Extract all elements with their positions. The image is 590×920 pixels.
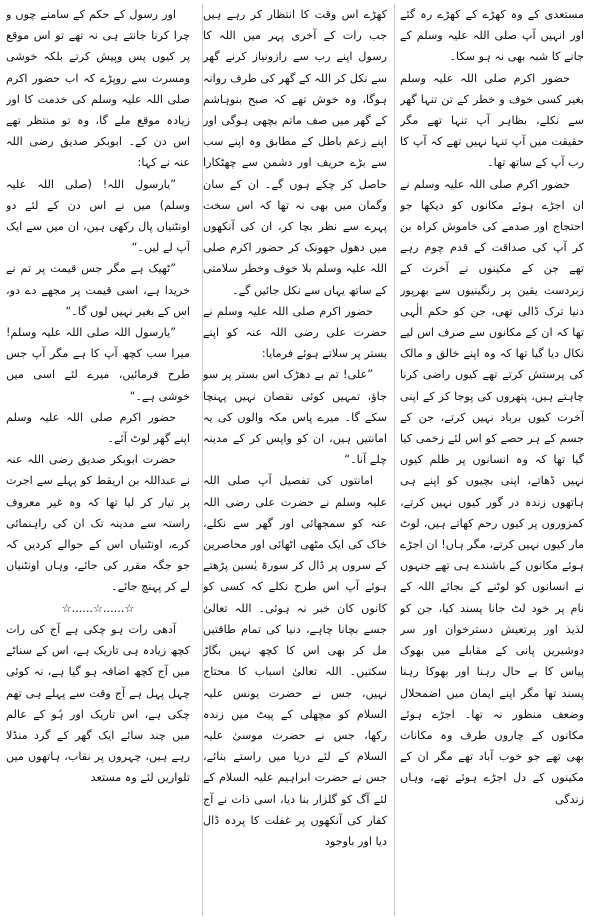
paragraph: حضور اکرم صلی اللہ علیہ وسلم اپنے گھر لوٹ آئے۔ [6, 410, 190, 446]
paragraph: امانتوں کی تفصیل آپ صلی اللہ علیہ وسلم نے حضرت علی رضی اللہ عنہ کو سمجھائی اور گھر سے نکلے، خاک کی ایک مٹھی اٹھائی اور محاصرین کے سروں پر ڈال کر سورۃ یٰسین پڑھتے ہوئے آپ اس طرح نکلے کہ کسی کو کانوں کان خبر نہ ہوئی۔ اللہ تعالیٰ جسے بچانا چاہے، دنیا کی تمام طاقتیں مل کر بھی اس کا کچھ نہیں بگاڑ سکتیں۔ اللہ تعالیٰ اسباب کا محتاج نہیں، جس نے حضرت یونس علیہ السلام کو مچھلی کے پیٹ میں زندہ رکھا، جس نے حضرت موسیٰ علیہ السلام کے لئے دریا میں راستے بنائے، جس نے حضرت ابراہیم علیہ السلام کے لئے آگ کو گلزار بنا دیا، اسی ذات نے آج کفار کی آنکھوں پر غفلت کا پردہ ڈال دیا اور باوجود [203, 474, 387, 848]
paragraph: ”یارسول اللہ صلی اللہ علیہ وسلم! میرا سب کچھ آپ کا ہے مگر آپ جس طرح فرمائیں، میرے لئے اسی میں خوشی ہے۔“ [6, 326, 190, 403]
paragraph: حضرت ابوبکر صدیق رضی اللہ عنہ نے عبداللہ بن اریقط کو پہلے سے اجرت پر تیار کر لیا تھا کہ وہ غیر معروف راستہ سے مدینہ تک ان کی راہنمائی کرے، اونٹنیاں اس کے حوالے کردیں کہ جو جگہ مقرر کی جائے، وہاں اونٹنیاں لے کر پہنچ جائے۔ [6, 453, 190, 594]
paragraph: اور رسول کے حکم کے سامنے چوں و چرا کرنا جانتے ہی نہ تھے تو اس موقع پر کیوں پس وپیش کرتے بلکہ خوشی ومسرت سے روپڑے کہ اب حضور اکرم صلی اللہ علیہ وسلم کی خدمت کا اور زیادہ موقع ملے گا، وہ تو منتظر تھے اس دن کے۔ ابوبکر صدیق رضی اللہ عنہ نے کہا: [6, 8, 190, 170]
urdu-book-page [6, 4, 584, 916]
paragraph: کھڑے اس وقت کا انتظار کر رہے ہیں جب رات کے آخری پہر میں اللہ کا رسول اپنے رب سے رازونیاز کرنے گھر سے نکل کر اللہ کے گھر کی طرف روانہ ہوگا، وہ خوش تھے کہ صبح بنوہاشم کے گھر میں صف ماتم بچھی ہوگی اور اپنے زعم باطل کے مطابق وہ اپنے سب سے بڑے حریف اور دشمن سے چھٹکارا حاصل کر چکے ہوں گے۔ ان کے سان وگمان میں بھی نہ تھا کہ اس سخت پہرے سے نظر بچا کر، ان کی آنکھوں میں دھول جھونک کر حضور اکرم صلی اللہ علیہ وسلم بلا خوف وخطر سلامتی کے ساتھ یہاں سے نکل جائیں گے۔ [203, 8, 387, 297]
paragraph: حضور اکرم صلی اللہ علیہ وسلم نے ان اجڑے ہوئے مکانوں کو دیکھا جو احتجاج اور صدمے کی خاموش کراہ بن کر آپ کی صداقت کے قدم چوم رہے تھے جن کے مکینوں نے آخرت کے زبردست یقین پر رنگینیوں سے بھرپور دنیا ترک ڈالی تھی، جن کو حکم الٰہی تھا کہ ان کے مکانوں سے صرف اس لیے نکال دیا گیا تھا کہ وہ اپنے خالق و مالک کی پرستش کرتے تھے کیوں راضی کرنا چاہتے ہیں، پتھروں کی پوجا کر کے اپنی آخرت کیوں برباد نہیں کرتے، جن کے جسم کے ہر حصے کو اس لئے زخمی کیا گیا تھا کہ وہ انسانوں پر ظلم کیوں نہیں ڈھاتے، اپنی بچیوں کو اپنے ہی ہاتھوں زندہ در گور کیوں نہیں کرتے، کمزوروں پر کیوں رحم کھاتے ہیں، لوٹ مار کیوں نہیں کرتے، مگر ہاں! ان اجڑے ہوئے مکانوں کے باشندے ہی تھے جنہوں نے انسانوں کو لوٹنے کے بجائے اللہ کے نام پر خود لٹ جانا پسند کیا، جن کو لذیذ اور پرتعیش دسترخوان اور سر دوشیریں پانی کے مقابلے میں بھوک پیاس کا بے حال رہنا اور بھوکا رہنا پسند تھا مگر اپنے ایمان میں اضمحلال وضعف منظور نہ تھا۔ اجڑے ہوئے مکانوں کے چاروں طرف وہ مکانات بھی تھے جو خوب آباد تھے مگر ان کے مکینوں کے دل اجڑے ہوئے تھے، وہاں زندگی [400, 177, 584, 806]
section-separator: ☆......☆......☆ [61, 601, 135, 615]
paragraph: حضور اکرم صلی اللہ علیہ وسلم نے حضرت علی رضی اللہ عنہ کو اپنے بستر پر سلاتے ہوئے فرمایا: [203, 304, 387, 361]
text-column-left [400, 4, 584, 916]
paragraph: حضور اکرم صلی اللہ علیہ وسلم بغیر کسی خوف و خطر کے تن تنہا گھر سے نکلے، بظاہر آپ تنہا تھے مگر حقیقت میں آپ تنہا نہیں تھے کہ آپ کا رب آپ کے ساتھ تھا۔ [400, 71, 584, 170]
text-column-middle [203, 4, 387, 916]
paragraph: ”علی! تم بے دھڑک اس بستر پر سو جاؤ، تمہیں کوئی نقصان نہیں پہنچا سکے گا۔ میرے پاس مکہ والوں کی یہ امانتیں ہیں، ان کو واپس کر کے مدینہ چلے آنا۔“ [203, 368, 387, 467]
paragraph: مستعدی کے وہ کھڑے کے کھڑے رہ گئے اور انہیں آپ صلی اللہ علیہ وسلم کے جانے کا شبہ بھی نہ ہو سکا۔ [400, 8, 584, 64]
paragraph: آدھی رات ہو چکی ہے آج کی رات کچھ زیادہ ہی تاریک ہے، اس کے سناٹے میں آج کچھ اضافہ ہو گیا ہے، نہ کوئی چہل پہل ہے آج وقت سے پہلے ہی تھم چکی ہے، اس تاریک اور ہُو کے عالم میں چند سائے ایک گھر کے گرد منڈلا رہے ہیں، چہروں پر نقاب، ہاتھوں میں تلواریں لئے وہ مستعد [6, 622, 190, 785]
paragraph: ”ٹھیک ہے مگر جس قیمت پر تم نے خریدا ہے، اسی قیمت پر مجھے دے دو، اس کے بغیر نہیں لوں گا۔“ [6, 262, 190, 318]
paragraph: ”یارسول اللہ! (صلی اللہ علیہ وسلم) میں نے اس دن کے لئے دو اونٹنیاں پال رکھی ہیں، ان میں سے ایک آپ لے لیں۔“ [6, 177, 190, 255]
text-column-right [6, 4, 190, 916]
